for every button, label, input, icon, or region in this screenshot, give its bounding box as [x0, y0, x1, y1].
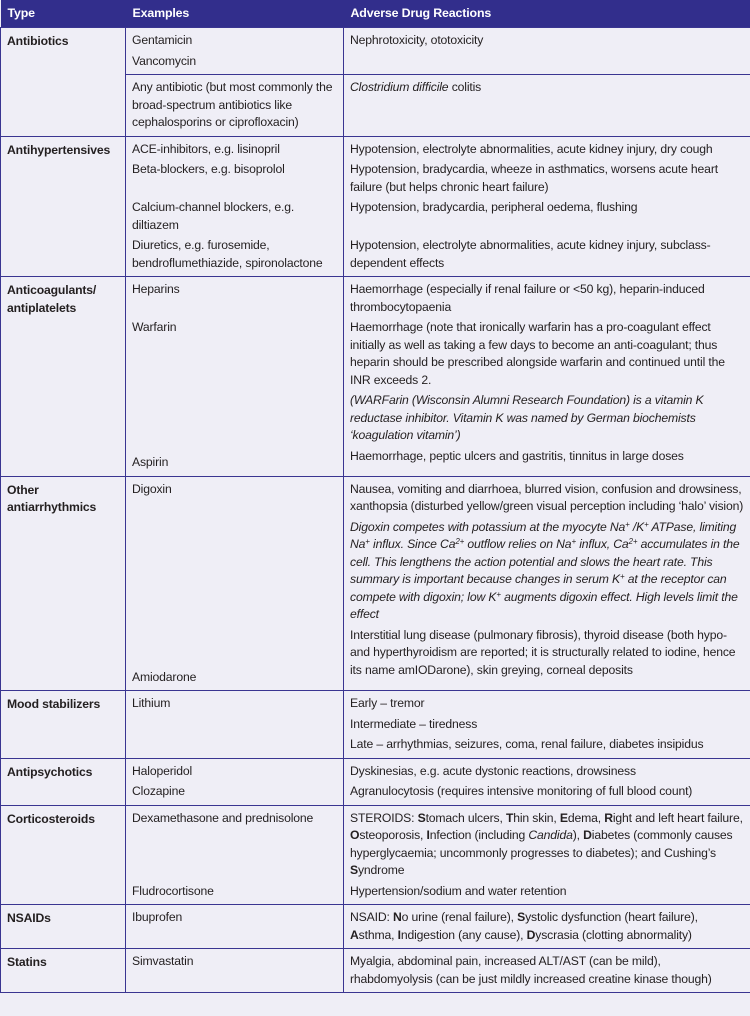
- adr-cell: [344, 136, 750, 277]
- superscript-charge: +: [625, 519, 630, 529]
- adr-text: [350, 909, 744, 944]
- example-text: Diuretics, e.g. furosemide, bendroflumethiazide, spironolactone: [132, 238, 323, 270]
- text-part: ndigestion (any cause),: [400, 927, 527, 942]
- adr-text: Late – arrhythmias, seizures, coma, renal failure, diabetes insipidus: [350, 737, 704, 751]
- adr-text: Nephrotoxicity, ototoxicity: [350, 33, 484, 47]
- text-part: o urine (renal failure),: [401, 910, 518, 924]
- table-row-antihypertensives: [1, 136, 750, 277]
- adr-text: Interstitial lung disease (pulmonary fibrosis), thyroid disease (both hypo- and hyperthyroidism are reported; it is structurally related to iodine, hence its name amIODarone), skin greying, corneal deposits: [350, 627, 736, 677]
- text-part: iabetes (commonly causes hyperglycaemia; uncommonly progresses to diabetes); and Cushing’s: [350, 828, 733, 860]
- adr-text: Hypotension, electrolyte abnormalities, acute kidney injury, subclass-dependent effects: [350, 238, 711, 270]
- text-part: hin skin,: [513, 810, 560, 825]
- text-part: yndrome: [357, 863, 405, 877]
- table-row-statins: [1, 949, 750, 993]
- table-row-nsaids: [1, 905, 750, 949]
- example-cell: [126, 136, 344, 277]
- mnemonic-letter: I: [397, 927, 401, 942]
- example-text: ACE-inhibitors, e.g. lisinopril: [132, 141, 280, 156]
- example-text: Heparins: [132, 282, 180, 296]
- adr-text: Early – tremor: [350, 696, 425, 710]
- type-cell: Antibiotics: [1, 28, 126, 137]
- table-header-row: [1, 0, 750, 28]
- example-cell: [126, 949, 344, 993]
- example-cell: [126, 476, 344, 691]
- example-text: Beta-blockers, e.g. bisoprolol: [132, 162, 285, 176]
- example-text: Clozapine: [132, 784, 185, 798]
- note-text-part: outflow relies on Na: [464, 537, 572, 551]
- adr-text: Dyskinesias, e.g. acute dystonic reactions, drowsiness: [350, 763, 636, 778]
- example-text: Ibuprofen: [132, 910, 183, 924]
- column-header-adr: Adverse Drug Reactions: [344, 0, 750, 28]
- mnemonic-letter: A: [350, 927, 359, 942]
- adr-cell: [344, 949, 750, 993]
- example-text: Calcium-channel blockers, e.g. diltiazem: [132, 200, 295, 232]
- text-part: ight and left heart failure,: [612, 810, 743, 825]
- table-row-anticoagulants: [1, 277, 750, 477]
- adr-text: Haemorrhage, peptic ulcers and gastritis, tinnitus in large doses: [350, 448, 684, 463]
- adr-cell: [344, 277, 750, 477]
- example-text: Amiodarone: [132, 669, 197, 684]
- type-cell: NSAIDs: [1, 905, 126, 949]
- mnemonic-letter: D: [526, 927, 536, 942]
- type-cell: Antihypertensives: [1, 136, 126, 277]
- table-row-antibiotics: [1, 28, 750, 75]
- column-header-examples: Examples: [126, 0, 344, 28]
- mnemonic-letter: N: [392, 910, 402, 924]
- adr-text: [350, 810, 744, 880]
- type-cell: [1, 476, 126, 691]
- mnemonic-letter: R: [604, 810, 613, 825]
- adr-cell: [344, 805, 750, 905]
- type-text-line2: antiarrhythmics: [7, 500, 97, 514]
- superscript-charge: 2+: [455, 537, 465, 546]
- example-text: Any antibiotic (but most commonly the broad-spectrum antibiotics like cephalosporins or ciprofloxacin): [132, 80, 333, 129]
- type-cell: Mood stabilizers: [1, 691, 126, 759]
- superscript-charge: +: [571, 537, 576, 546]
- example-text: Warfarin: [132, 320, 177, 334]
- superscript-charge: +: [644, 519, 649, 529]
- adr-note: [350, 519, 744, 624]
- adr-cell: [344, 691, 750, 759]
- superscript-charge: +: [620, 572, 625, 581]
- adr-text: Hypertension/sodium and water retention: [350, 883, 567, 898]
- type-text-line1: Other: [7, 482, 39, 497]
- adr-note: (WARFarin (Wisconsin Alumni Research Foundation) is a vitamin K reductase inhibitor. Vitamin K was named by German biochemists ‘koagulation vitamin’): [350, 393, 704, 442]
- text-part: ),: [572, 828, 584, 842]
- mnemonic-letter: E: [559, 810, 568, 825]
- adr-text: Agranulocytosis (requires intensive monitoring of full blood count): [350, 784, 693, 798]
- adr-text-rest: colitis: [448, 80, 482, 94]
- type-text-line1: Anticoagulants/: [7, 283, 97, 297]
- example-text: Digoxin: [132, 481, 172, 496]
- mnemonic-letter: S: [417, 810, 426, 825]
- mnemonic-letter: I: [426, 828, 430, 842]
- adr-cell: [344, 28, 750, 75]
- example-cell: [126, 28, 344, 75]
- adr-cell: [344, 758, 750, 805]
- adr-text: Intermediate – tiredness: [350, 716, 478, 731]
- adr-text: Hypotension, electrolyte abnormalities, acute kidney injury, dry cough: [350, 141, 713, 156]
- example-text: Simvastatin: [132, 954, 194, 968]
- adr-cell: [344, 75, 750, 137]
- adr-text: Haemorrhage (especially if renal failure or <50 kg), heparin-induced thrombocytopaenia: [350, 282, 705, 314]
- adr-cell: [344, 905, 750, 949]
- mnemonic-letter: S: [517, 910, 526, 924]
- type-cell: [1, 277, 126, 477]
- adr-text: Myalgia, abdominal pain, increased ALT/AST (can be mild), rhabdomyolysis (can be just mildly increased creatine kinase though): [350, 954, 712, 986]
- example-text: Vancomycin: [132, 53, 196, 68]
- text-part: ystolic dysfunction (heart failure),: [525, 910, 698, 924]
- adr-text: Nausea, vomiting and diarrhoea, blurred vision, confusion and drowsiness, xanthopsia (disturbed yellow/green visual perception including ‘halo’ vision): [350, 481, 744, 513]
- table-row-antipsychotics: [1, 758, 750, 805]
- text-part: STEROIDS:: [350, 810, 418, 825]
- example-text: Fludrocortisone: [132, 883, 214, 898]
- example-text: Lithium: [132, 696, 171, 710]
- note-text-part: influx. Since Ca: [369, 537, 456, 551]
- adr-text: [350, 79, 744, 97]
- italic-text: Candida: [528, 828, 573, 842]
- note-text-part: augments digoxin effect. High levels limit the effect: [350, 589, 738, 621]
- text-part: nfection (including: [429, 828, 529, 842]
- text-part: NSAID:: [350, 910, 393, 924]
- adr-italic-text: Clostridium difficile: [350, 80, 449, 94]
- type-cell: Antipsychotics: [1, 758, 126, 805]
- mnemonic-letter: O: [350, 828, 360, 842]
- text-part: sthma,: [358, 927, 398, 942]
- adr-text: Hypotension, bradycardia, peripheral oedema, flushing: [350, 200, 638, 214]
- text-part: yscrasia (clotting abnormality): [535, 927, 692, 942]
- superscript-charge: +: [365, 537, 370, 546]
- example-text: Gentamicin: [132, 33, 193, 47]
- example-text: Haloperidol: [132, 763, 193, 778]
- table-row-antiarrhythmics: [1, 476, 750, 691]
- example-text: Dexamethasone and prednisolone: [132, 810, 314, 825]
- example-cell: [126, 75, 344, 137]
- text-part: steoporosis,: [359, 828, 427, 842]
- adr-text: Haemorrhage (note that ironically warfarin has a pro-coagulant effect initially as well as taking a few days to become an anti-coagulant; thus heparin should be prescribed alongside warfarin and continued until the INR exceeds 2.: [350, 320, 725, 387]
- table-row-corticosteroids: [1, 805, 750, 905]
- type-cell: Corticosteroids: [1, 805, 126, 905]
- note-text-part: ATPase, limiting Na: [350, 519, 737, 551]
- superscript-charge: +: [496, 589, 501, 599]
- table-row-mood-stabilizers: [1, 691, 750, 759]
- column-header-type: Type: [1, 0, 126, 28]
- text-part: tomach ulcers,: [425, 810, 506, 825]
- example-cell: [126, 691, 344, 759]
- mnemonic-letter: D: [583, 828, 592, 842]
- note-text-part: accumulates in the cell. This lengthens the action potential and slows the heart rate. This summary is important because changes in serum K: [350, 537, 740, 586]
- example-cell: [126, 758, 344, 805]
- note-text-part: influx, Ca: [575, 537, 629, 551]
- example-cell: [126, 905, 344, 949]
- mnemonic-letter: S: [350, 863, 358, 877]
- example-cell: [126, 277, 344, 477]
- note-text-part: at the receptor can compete with digoxin; low K: [350, 572, 727, 604]
- text-part: dema,: [567, 810, 605, 825]
- type-cell: Statins: [1, 949, 126, 993]
- note-text-part: /K: [629, 519, 645, 534]
- superscript-charge: 2+: [628, 537, 638, 546]
- type-text-line2: antiplatelets: [7, 300, 77, 315]
- example-text: Aspirin: [132, 455, 169, 469]
- adr-text: Hypotension, bradycardia, wheeze in asthmatics, worsens acute heart failure (but helps chronic heart failure): [350, 162, 718, 194]
- adr-cell: [344, 476, 750, 691]
- example-cell: [126, 805, 344, 905]
- note-text-part: Digoxin competes with potassium at the myocyte Na: [350, 519, 626, 534]
- mnemonic-letter: T: [505, 810, 514, 825]
